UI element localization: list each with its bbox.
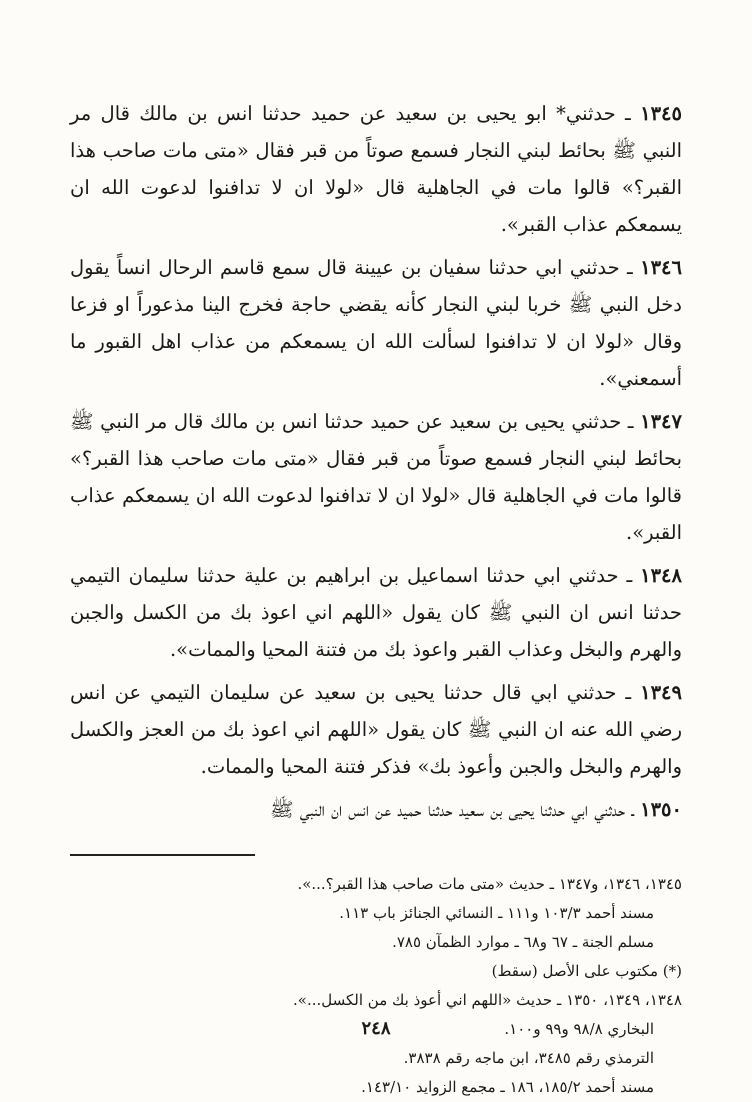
footnote-reference: مسند أحمد ١٠٣/٣ و١١١ ـ النسائي الجنائز باب ١١٣. (339, 904, 654, 922)
hadith-1350 (70, 791, 682, 828)
hadith-1348 (70, 557, 682, 668)
footnote: ١٣٤٥، ١٣٤٦، و١٣٤٧ ـ حديث «متى مات صاحب هذا القبر؟...». (297, 875, 682, 893)
footnotes (70, 870, 682, 1102)
hadith-text: ـ حدثني ابي حدثنا اسماعيل بن ابراهيم بن علية حدثنا سليمان التيمي حدثنا انس ان النبي ﷺ كان يقول «اللهم اني اعوذ بك من الكسل والجبن والهرم والبخل وعذاب القبر واعوذ بك من فتنة المحيا والممات». (70, 564, 682, 661)
hadith-text: ـ حدثني ابي حدثنا يحيى بن سعيد حدثنا حميد عن انس ان النبي ﷺ (270, 798, 634, 821)
hadith-1349 (70, 674, 682, 785)
hadith-1345 (70, 95, 682, 243)
hadith-number: ١٣٤٧ (640, 410, 683, 433)
hadith-text: ـ حدثني يحيى بن سعيد عن حميد حدثنا انس بن مالك قال مر النبي ﷺ بحائط لبني النجار فسمع صوتاً من قبر فقال «متى مات صاحب هذا القبر؟» قالوا مات في الجاهلية قال «لولا ان لا تدافنوا لدعوت الله ان يسمعكم عذاب القبر». (70, 410, 682, 544)
hadith-text: ـ حدثني ابي حدثنا سفيان بن عيينة قال سمع قاسم الرحال انساً يقول دخل النبي ﷺ خربا لبني النجار كأنه يقضي حاجة فخرج الينا مذعوراً او فزعا وقال «لولا ان لا تدافنوا لسألت الله ان يسمعكم من عذاب اهل القبور ما أسمعني». (70, 256, 682, 390)
hadith-number: ١٣٤٩ (640, 681, 683, 704)
footnote-divider (70, 854, 255, 856)
page-number: ٢٤٨ (361, 1018, 391, 1039)
hadith-1346 (70, 249, 682, 397)
hadith-1347 (70, 403, 682, 551)
footnote-reference: البخاري ٩٨/٨ و٩٩ و١٠٠. (504, 1020, 654, 1038)
hadith-text: ـ حدثني* ابو يحيى بن سعيد عن حميد حدثنا انس بن مالك قال مر النبي ﷺ بحائط لبني النجار فسمع صوتاً من قبر فقال «متى مات صاحب هذا القبر؟» قالوا مات في الجاهلية قال «لولا ان لا تدافنوا لدعوت الله ان يسمعكم عذاب القبر». (70, 102, 682, 236)
footnote-marker-note: (*) مكتوب على الأصل (سقط) (491, 962, 682, 980)
hadith-text: ـ حدثني ابي قال حدثنا يحيى بن سعيد عن سليمان التيمي عن انس رضي الله عنه ان النبي ﷺ كان يقول «اللهم اني اعوذ بك من العجز والكسل والهرم والبخل والجبن وأعوذ بك» فذكر فتنة المحيا والممات. (70, 681, 682, 778)
hadith-number: ١٣٤٦ (640, 256, 683, 279)
footnote-reference: مسند أحمد ١٨٥/٢، ١٨٦ ـ مجمع الزوايد ١٤٣/١٠. (361, 1078, 654, 1096)
hadith-number: ١٣٤٥ (640, 102, 682, 125)
hadith-number: ١٣٥٠ (640, 798, 682, 821)
footnote-reference: مسلم الجنة ـ ٦٧ و٦٨ ـ موارد الظمآن ٧٨٥. (392, 933, 654, 951)
footnote-reference: الترمذي رقم ٣٤٨٥، ابن ماجه رقم ٣٨٣٨. (403, 1049, 654, 1067)
hadith-number: ١٣٤٨ (640, 564, 683, 587)
footnote: ١٣٤٨، ١٣٤٩، ١٣٥٠ ـ حديث «اللهم اني أعوذ بك من الكسل...». (293, 991, 682, 1009)
hadith-list (70, 95, 682, 828)
